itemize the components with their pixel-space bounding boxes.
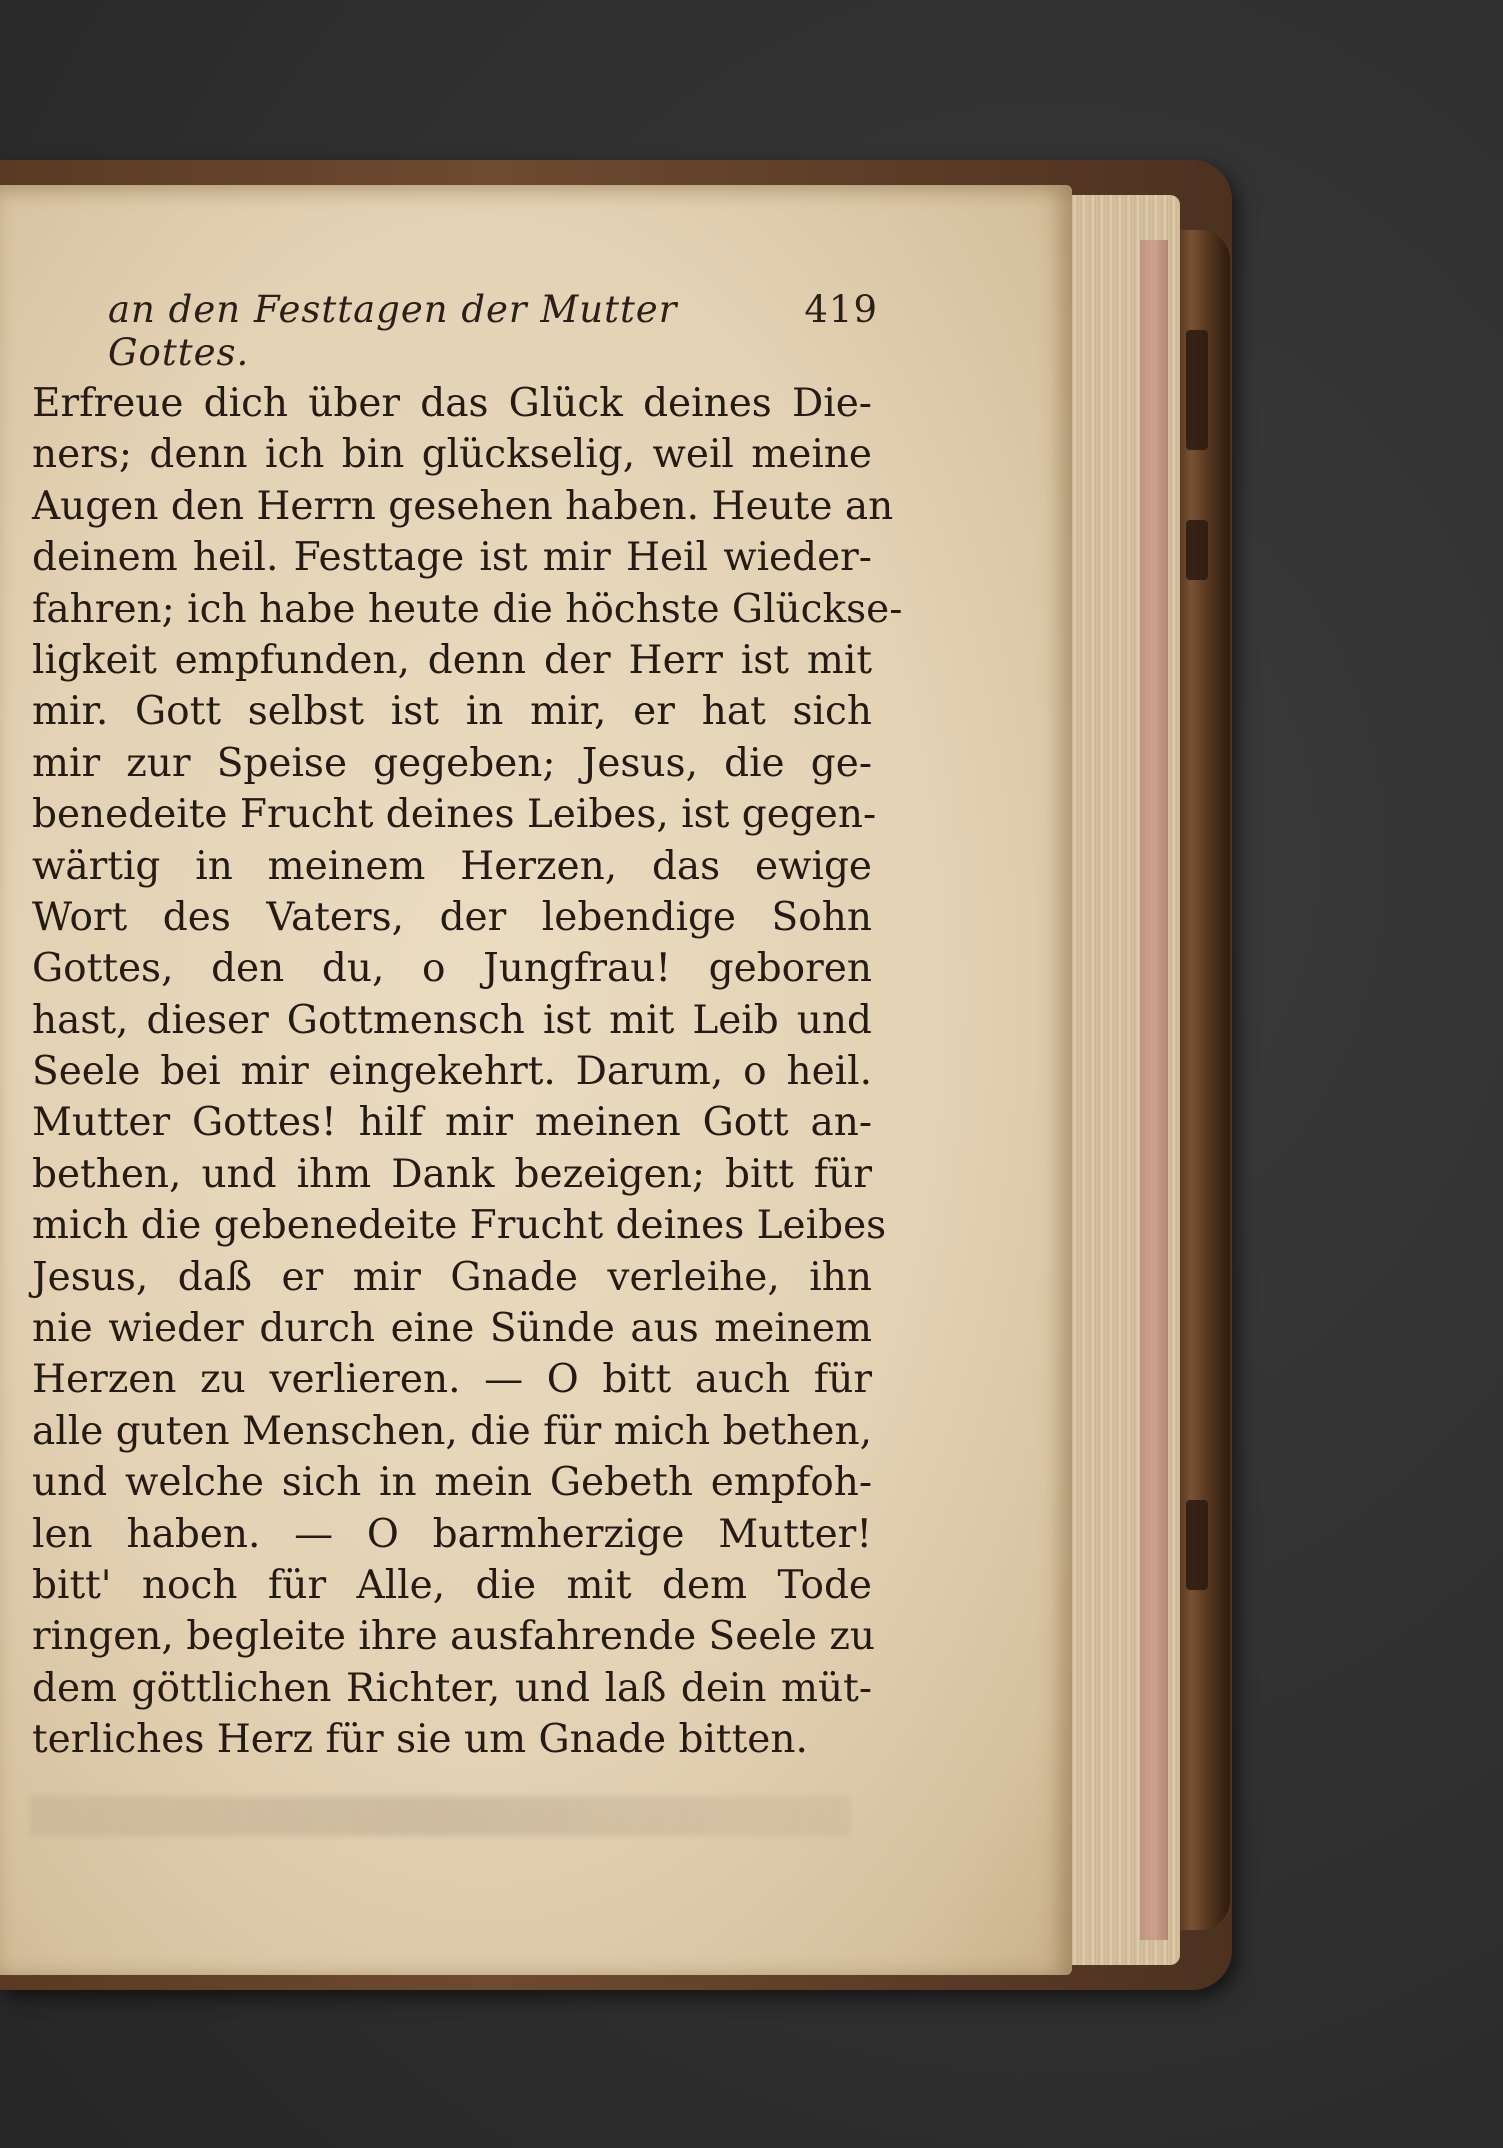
- text-line: Wort des Vaters, der lebendige Sohn: [32, 894, 872, 940]
- page-header: [108, 288, 878, 374]
- text-line: ringen, begleite ihre ausfahrende Seele zu: [32, 1614, 876, 1660]
- spine-wear-mark: [1186, 520, 1208, 580]
- text-line: deinem heil. Festtage ist mir Heil wieder-: [32, 535, 872, 581]
- red-page-edge: [1140, 240, 1168, 1940]
- text-line: Mutter Gottes! hilf mir meinen Gott an-: [32, 1100, 872, 1146]
- text-line: dem göttlichen Richter, und laß dein müt-: [32, 1665, 872, 1711]
- show-through: [30, 1796, 850, 1836]
- text-line: ners; denn ich bin glückselig, weil meine: [32, 432, 872, 478]
- text-line: fahren; ich habe heute die höchste Glückse-: [32, 586, 903, 632]
- text-line: bethen, und ihm Dank bezeigen; bitt für: [32, 1151, 872, 1197]
- text-line: alle guten Menschen, die für mich bethen,: [32, 1408, 872, 1454]
- text-line: ligkeit empfunden, denn der Herr ist mit: [32, 637, 872, 683]
- text-line: bitt' noch für Alle, die mit dem Tode: [32, 1562, 872, 1608]
- text-line: terliches Herz für sie um Gnade bitten.: [32, 1717, 808, 1763]
- body-text: [32, 378, 903, 1766]
- text-line: mich die gebenedeite Frucht deines Leibes: [32, 1203, 887, 1249]
- spine-wear-mark: [1186, 330, 1208, 450]
- text-line: Erfreue dich über das Glück deines Die-: [32, 381, 872, 426]
- text-line: mir zur Speise gegeben; Jesus, die ge-: [32, 740, 872, 786]
- page-number: 419: [804, 288, 878, 331]
- text-line: und welche sich in mein Gebeth empfoh-: [32, 1460, 872, 1506]
- running-head: an den Festtagen der Mutter Gottes.: [108, 288, 678, 374]
- text-line: len haben. — O barmherzige Mutter!: [32, 1511, 872, 1557]
- text-line: nie wieder durch eine Sünde aus meinem: [32, 1306, 872, 1352]
- text-line: Herzen zu verlieren. — O bitt auch für: [32, 1357, 872, 1403]
- text-line: mir. Gott selbst ist in mir, er hat sich: [32, 689, 872, 735]
- text-line: hast, dieser Gottmensch ist mit Leib und: [32, 997, 872, 1043]
- text-line: Seele bei mir eingekehrt. Darum, o heil.: [32, 1049, 872, 1095]
- text-line: Augen den Herrn gesehen haben. Heute an: [32, 483, 894, 529]
- spine-wear-mark: [1186, 1500, 1208, 1590]
- text-line: Gottes, den du, o Jungfrau! geboren: [32, 946, 872, 992]
- text-line: benedeite Frucht deines Leibes, ist gegen-: [32, 792, 877, 838]
- text-line: wärtig in meinem Herzen, das ewige: [32, 843, 872, 889]
- text-line: Jesus, daß er mir Gnade verleihe, ihn: [32, 1254, 872, 1300]
